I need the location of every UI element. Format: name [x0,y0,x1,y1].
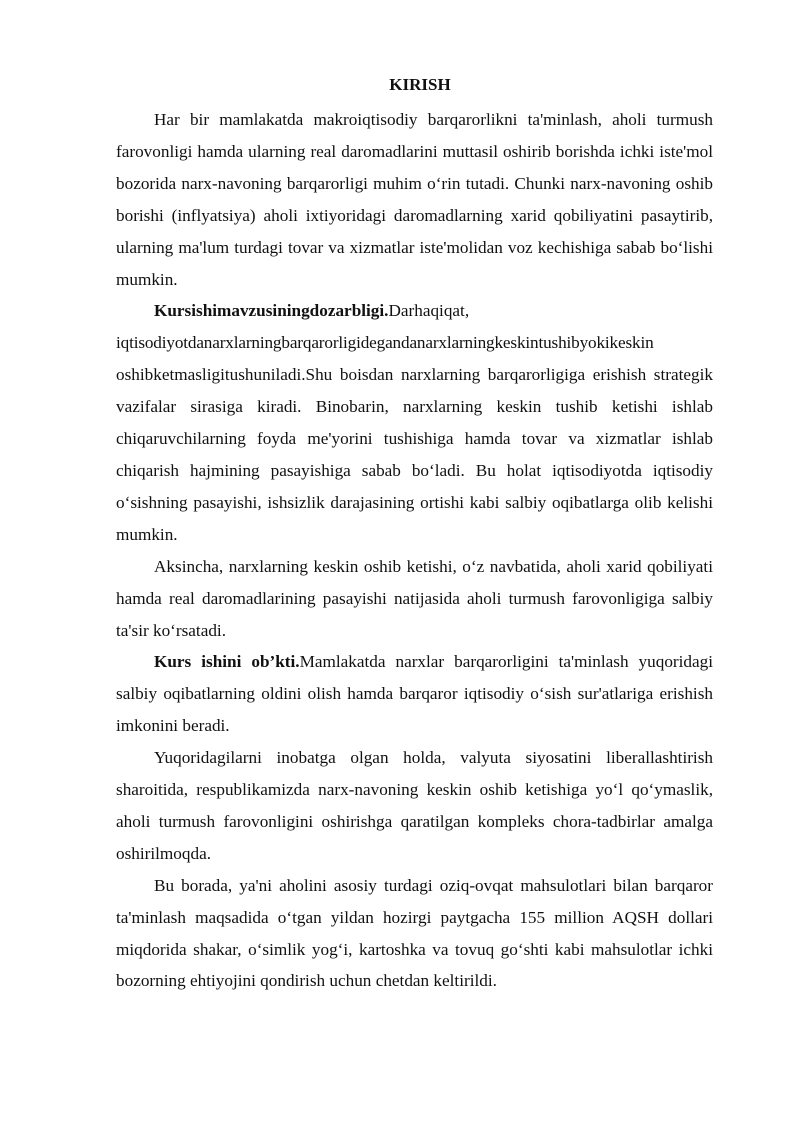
paragraph-text: Har bir mamlakatda makroiqtisodiy barqarorlikni ta'minlash, aholi turmush farovonligi hamda ularning real daromadlarini muttasil oshirib borishda ichki iste'mol bozorida narx-navoning barqarorligi muhim o‘rin tutadi. Chunki narx-navoning oshib borishi (inflyatsiya) aholi ixtiyoridagi daromadlarning xarid qobiliyatini pasaytirib, ularning ma'lum turdagi tovar va xizmatlar iste'molidan voz kechishiga sabab bo‘lishi mumkin. [116,110,713,289]
paragraph-text: oshibketmasligitushuniladi.Shu boisdan narxlarning barqarorligiga erishish strategik vazifalar sirasiga kiradi. Binobarin, narxlarning keskin tushib ketishi ishlab chiqaruvchilarning foyda me'yorini tushishiga hamda tovar va xizmatlar ishlab chiqarish hajmining pasayishiga sabab bo‘ladi. Bu holat iqtisodiyotda iqtisodiy o‘sishning pasayishi, ishsizlik darajasining ortishi kabi salbiy oqibatlarga olib kelishi mumkin. [116,365,713,544]
paragraph-1 [116,104,713,295]
paragraph-5 [116,742,713,870]
paragraph-6 [116,870,713,998]
paragraph-lead: Kurs ishini ob’kti. [154,652,300,672]
paragraph-text-runon: iqtisodiyotdanarxlarningbarqarorligidegandanarxlarningkeskintushibyokikeskin [116,333,654,353]
paragraph-text: Bu borada, ya'ni aholini asosiy turdagi oziq-ovqat mahsulotlari bilan barqaror ta'minlash maqsadida o‘tgan yildan hozirgi paytgacha 155 million AQSH dollari miqdorida shakar, o‘simlik yog‘i, kartoshka va tovuq go‘shti kabi mahsulotlar ichki bozorning ehtiyojini qondirish uchun chetdan keltirildi. [116,875,713,991]
paragraph-text-first: Darhaqiqat, [388,301,470,321]
paragraph-lead: Kursishimavzusiningdozarbligi. [154,301,389,321]
document-body [116,104,713,997]
paragraph-2-cont [116,359,713,550]
paragraph-text: Yuqoridagilarni inobatga olgan holda, valyuta siyosatini liberallashtirish sharoitida, respublikamizda narx-navoning keskin oshib ketishiga yo‘l qo‘ymaslik, aholi turmush farovonligini oshirishga qaratilgan kompleks chora-tadbirlar amalga oshirilmoqda. [116,748,713,863]
document-title: KIRISH [389,75,451,94]
paragraph-text: Mamlakatda narxlar barqarorligini ta'minlash yuqoridagi salbiy oqibatlarning oldini olish hamda barqaror iqtisodiy o‘sish sur'atlariga erishish imkonini beradi. [116,652,714,736]
paragraph-text: Aksincha, narxlarning keskin oshib ketishi, o‘z navbatida, aholi xarid qobiliyati hamda real daromadlarining pasayishi natijasida aholi turmush farovonligiga salbiy ta'sir ko‘rsatadi. [116,556,713,640]
paragraph-2 [116,295,713,359]
paragraph-4 [116,646,713,742]
paragraph-3 [116,551,713,647]
